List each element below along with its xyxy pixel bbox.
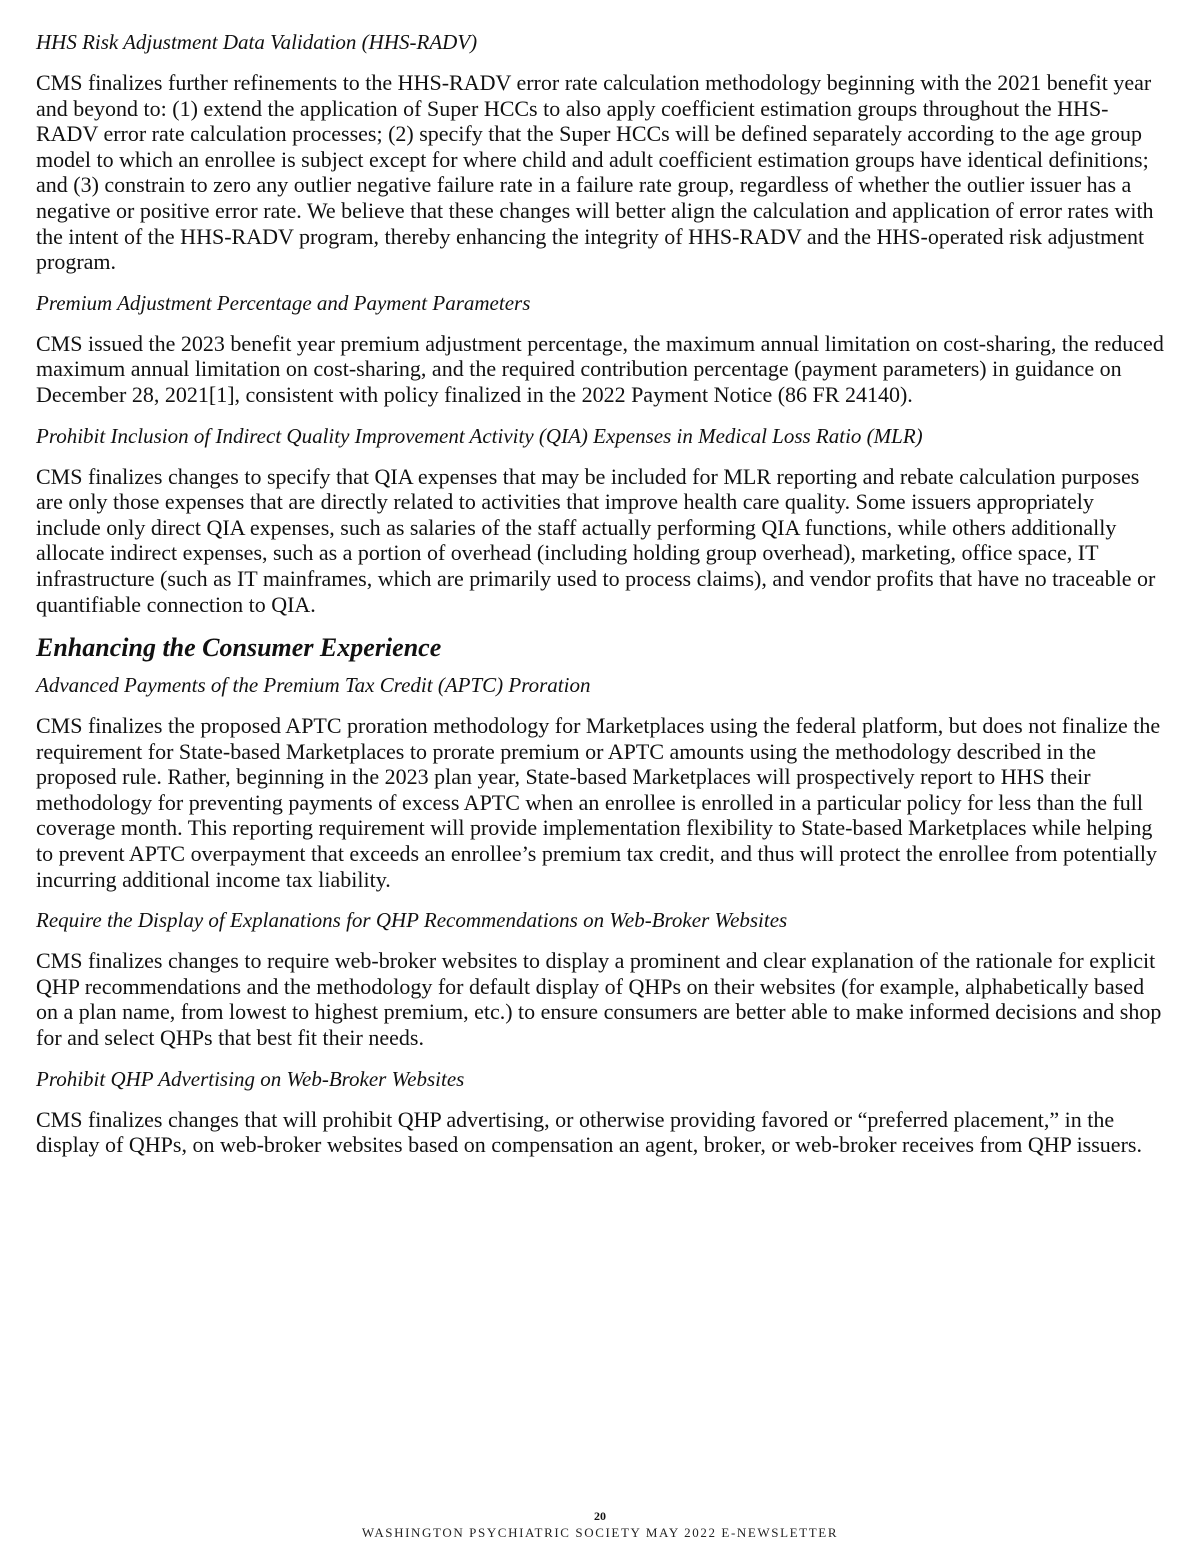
paragraph-premium-adjustment: CMS issued the 2023 benefit year premium adjustment percentage, the maximum annual limitation on cost-sharing, the reduced maximum annual limitation on cost-sharing, and the required contribution percentage (payment parameters) in guidance on December 28, 2021[1], consistent with policy finalized in the 2022 Payment Notice (86 FR 24140). — [36, 330, 1164, 407]
subhead-qhp-recommendations: Require the Display of Explanations for QHP Recommendations on Web-Broker Websites — [36, 908, 788, 933]
page-number: 20 — [594, 1509, 606, 1523]
subhead-qia-mlr: Prohibit Inclusion of Indirect Quality Improvement Activity (QIA) Expenses in Medical Loss Ratio (MLR) — [36, 423, 923, 448]
paragraph-aptc-proration: CMS finalizes the proposed APTC proration methodology for Marketplaces using the federal platform, but does not finalize the requirement for State-based Marketplaces to prorate premium or APTC amounts using the methodology described in the proposed rule. Rather, beginning in the 2023 plan year, State-based Marketplaces will prospectively report to HHS their methodology for preventing payments of excess APTC when an enrollee is enrolled in a particular policy for less than the full coverage month. This reporting requirement will provide implementation flexibility to State-based Marketplaces while helping to prevent APTC overpayment that exceeds an enrollee’s premium tax credit, and thus will protect the enrollee from potentially incurring additional income tax liability. — [36, 713, 1161, 892]
subhead-hhs-radv: HHS Risk Adjustment Data Validation (HHS-RADV) — [36, 30, 478, 54]
document-page — [36, 28, 1164, 1172]
page-footer — [0, 1508, 1200, 1542]
paragraph-qhp-recommendations: CMS finalizes changes to require web-broker websites to display a prominent and clear explanation of the rationale for explicit QHP recommendations and the methodology for default display of QHPs on their websites (for example, alphabetically based on a plan name, from lowest to highest premium, etc.) to ensure consumers are better able to make informed decisions and shop for and select QHPs that best fit their needs. — [36, 948, 1162, 1051]
paragraph-qhp-advertising: CMS finalizes changes that will prohibit QHP advertising, or otherwise providing favored or “preferred placement,” in the display of QHPs, on web-broker websites based on compensation an agent, broker, or web-broker receives from QHP issuers. — [36, 1106, 1142, 1158]
subhead-premium-adjustment: Premium Adjustment Percentage and Payment Parameters — [36, 290, 531, 315]
newsletter-name: WASHINGTON PSYCHIATRIC SOCIETY MAY 2022 E-NEWSLETTER — [361, 1525, 839, 1540]
paragraph-qia-mlr: CMS finalizes changes to specify that QIA expenses that may be included for MLR reporting and rebate calculation purposes are only those expenses that are directly related to activities that improve health care quality. Some issuers appropriately include only direct QIA expenses, such as salaries of the staff actually performing QIA functions, while others additionally allocate indirect expenses, such as a portion of overhead (including holding group overhead), marketing, office space, IT infrastructure (such as IT mainframes, which are primarily used to process claims), and vendor profits that have no traceable or quantifiable connection to QIA. — [36, 463, 1156, 617]
subhead-qhp-advertising: Prohibit QHP Advertising on Web-Broker Websites — [36, 1066, 465, 1091]
section-heading-consumer-experience: Enhancing the Consumer Experience — [36, 633, 442, 663]
subhead-aptc-proration: Advanced Payments of the Premium Tax Credit (APTC) Proration — [36, 673, 591, 698]
paragraph-hhs-radv: CMS finalizes further refinements to the HHS-RADV error rate calculation methodology beginning with the 2021 benefit year and beyond to: (1) extend the application of Super HCCs to also apply coefficient estimation groups throughout the HHS-RADV error rate calculation processes; (2) specify that the Super HCCs will be defined separately according to the age group model to which an enrollee is subject except for where child and adult coefficient estimation groups have identical definitions; and (3) constrain to zero any outlier negative failure rate in a failure rate group, regardless of whether the outlier issuer has a negative or positive error rate. We believe that these changes will better align the calculation and application of error rates with the intent of the HHS-RADV program, thereby enhancing the integrity of HHS-RADV and the HHS-operated risk adjustment program. — [36, 70, 1154, 275]
